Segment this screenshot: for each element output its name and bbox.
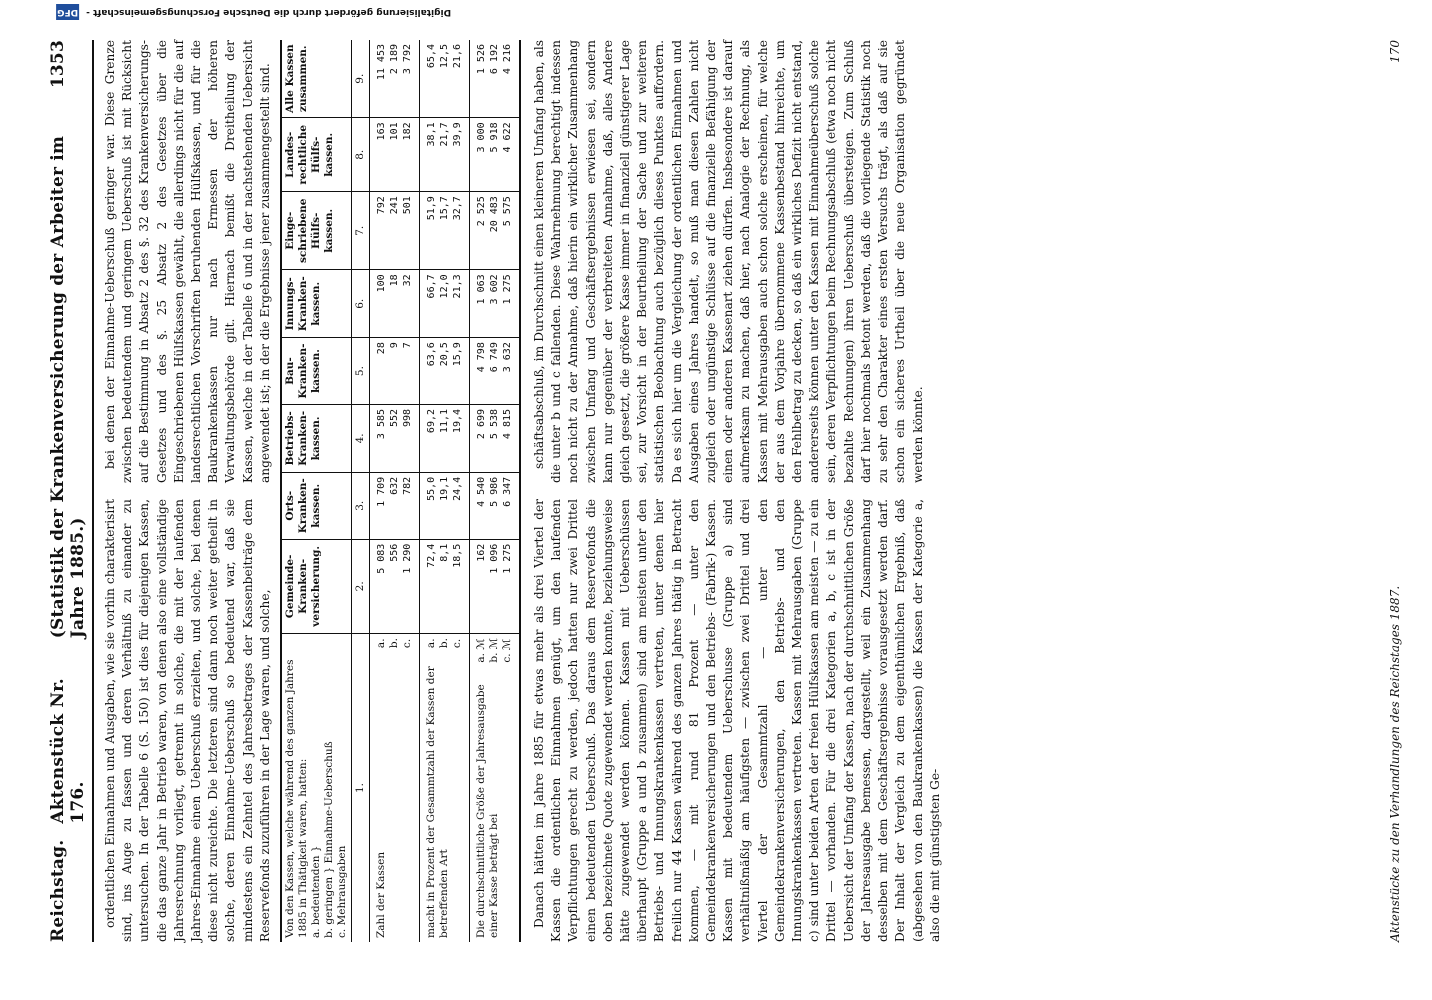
cell-value: 15,9 <box>452 342 464 367</box>
cell-value: 38,1 <box>426 122 438 147</box>
row-sub-label: c. <box>451 638 464 649</box>
col-number: 5. <box>352 338 370 405</box>
cell-value: 15,7 <box>439 196 451 221</box>
cell-value: 69,2 <box>426 408 438 434</box>
table-cell <box>470 539 521 633</box>
col-number: 1. <box>352 634 370 943</box>
cell-value: 552 <box>389 408 401 428</box>
cell-value: 4 216 <box>502 44 514 75</box>
cell-value: 998 <box>402 408 414 428</box>
intro-paragraph-2: bei denen der Einnahme-Ueberschuß geringer war. Diese Grenze zwischen bedeutendem und geringem Ueberschuß ist mit Rücksicht auf die Bestimmung in Absatz 2 des §. 32 des Krankenversicherungs-Gesetzes und des §. 25 Absatz 2 des Gesetzes über die Eingeschriebenen Hülfskassen gewählt, die allerdings nicht für die auf landesrechtlichen Vorschriften beruhenden Hülfskassen, und für die Baukrankenkassen nur nach Ermessen der höheren Verwaltungsbehörde gilt. Hiernach bemißt die Dreitheilung der Kassen, welche in der Tabelle 6 und in der nachstehenden Uebersicht angewendet ist; in der die Ergebnisse jener zusammengestellt sind. <box>103 40 272 483</box>
table-cell <box>370 338 420 405</box>
cell-value: 6 749 <box>489 342 501 373</box>
main-col-1 <box>531 499 944 942</box>
cell-value: 182 <box>402 122 414 141</box>
cell-value: 28 <box>376 342 388 355</box>
cell-value: 9 <box>389 342 401 349</box>
cell-value: 32 <box>402 274 414 287</box>
col-number: 7. <box>352 192 370 270</box>
col-header-5: Innungs-Kranken-kassen. <box>281 270 352 338</box>
cell-value: 21,3 <box>452 274 464 299</box>
col-number: 4. <box>352 404 370 472</box>
cell-value: 1 275 <box>502 274 514 305</box>
cell-value: 5 986 <box>489 476 501 507</box>
row-label <box>470 634 521 943</box>
intro-paragraph-1: ordentlichen Einnahmen und Ausgaben, wie sie vorhin charakterisirt sind, ins Auge zu fassen und deren Verhältniß zu einander zu untersuchen. In der Tabelle 6 (S. 150) ist dies für diejenigen Kassen, die das ganze Jahr in Betrieb waren, von denen also eine vollständige Jahresrechnung vorliegt, getrennt in solche, die mit der laufenden Jahres-Einnahme einen Ueberschuß erzielten, und solche, bei denen diese nicht zureichte. Die letzteren sind dann noch weiter getheilt in solche, deren Einnahme-Ueberschuß so bedeutend war, daß sie mindestens ein Zehntel des Jahresbetrages der Kassenbeiträge dem Reservefonds zuzuführen in der Lage waren, und solche, <box>103 499 272 942</box>
cell-value: 1 290 <box>402 543 414 574</box>
cell-value: 7 <box>402 342 414 349</box>
page-footer <box>1388 40 1402 942</box>
cell-value: 63,6 <box>426 342 438 367</box>
table-cell <box>370 472 420 539</box>
cell-value: 2 699 <box>476 408 488 440</box>
cell-value: 241 <box>389 196 401 215</box>
cell-value: 4 540 <box>476 476 488 507</box>
cell-value: 65,4 <box>426 44 438 69</box>
header-left <box>48 88 88 942</box>
cell-value: 72,4 <box>426 543 438 568</box>
row-label <box>370 634 420 943</box>
cell-value: 162 <box>476 543 488 562</box>
header-label-a: a. bedeutenden } <box>310 845 323 938</box>
cell-value: 8,1 <box>439 543 451 562</box>
table-cell <box>420 118 470 192</box>
table-cell <box>470 338 521 405</box>
table-cell <box>420 270 470 338</box>
cell-value: 101 <box>389 122 401 141</box>
cell-value: 3 585 <box>376 408 388 440</box>
cell-value: 19,1 <box>439 476 451 501</box>
table-cell <box>370 118 420 192</box>
table-row <box>420 40 470 942</box>
col-header-6: Einge-schriebene Hülfs-kassen. <box>281 192 352 270</box>
cell-value: 3 602 <box>489 274 501 305</box>
statistics-table <box>280 40 521 942</box>
cell-value: 792 <box>376 196 388 215</box>
col-header-4: Bau-Kranken-kassen. <box>281 338 352 405</box>
cell-value: 3 000 <box>476 122 488 153</box>
table-cell <box>420 472 470 539</box>
document-page <box>20 0 1410 1000</box>
row-sub-label: a. ℳ <box>475 638 488 663</box>
footer-source: Aktenstücke zu den Verhandlungen des Reichstages 1887. <box>1388 585 1402 942</box>
main-text <box>531 40 944 942</box>
row-label-text: Die durchschnittliche Größe der Jahresausgabe einer Kasse beträgt bei <box>475 684 501 938</box>
col-header-8: Alle Kassen zusammen. <box>281 40 352 118</box>
row-sub-label: b. ℳ <box>488 638 501 663</box>
col-header-2: Orts-Kranken-kassen. <box>281 472 352 539</box>
table-body <box>370 40 521 942</box>
table-cell <box>470 118 521 192</box>
cell-value: 632 <box>389 476 401 495</box>
cell-value: 39,9 <box>452 122 464 147</box>
cell-value: 51,9 <box>426 196 438 221</box>
dfg-logo: DFG <box>56 4 79 20</box>
table-row <box>470 40 521 942</box>
cell-value: 12,0 <box>439 274 451 299</box>
footer-page-number: 170 <box>1388 40 1402 63</box>
cell-value: 3 792 <box>402 44 414 75</box>
table-cell <box>370 404 420 472</box>
table-cell <box>370 192 420 270</box>
table-header-label <box>281 634 352 943</box>
cell-value: 5 918 <box>489 122 501 153</box>
row-sub-label: c. <box>401 638 414 649</box>
col-header-7: Landes-rechtliche Hülfs-kassen. <box>281 118 352 192</box>
cell-value: 11,1 <box>439 408 451 434</box>
cell-value: 4 798 <box>476 342 488 373</box>
header-label-c: c. Mehrausgaben <box>336 845 349 938</box>
col-number: 8. <box>352 118 370 192</box>
intro-text <box>102 40 274 942</box>
cell-value: 12,5 <box>439 44 451 69</box>
cell-value: 4 622 <box>502 122 514 153</box>
cell-value: 3 632 <box>502 342 514 373</box>
cell-value: 100 <box>376 274 388 293</box>
page-header <box>48 40 94 942</box>
header-title: (Statistik der Krankenversicherung der Arbeiter im Jahre 1885.) <box>48 135 88 639</box>
cell-value: 163 <box>376 122 388 141</box>
cell-value: 20,5 <box>439 342 451 367</box>
cell-value: 782 <box>402 476 414 495</box>
row-sub-labels <box>425 638 464 648</box>
col-number: 6. <box>352 270 370 338</box>
cell-value: 1 526 <box>476 44 488 75</box>
row-sub-label: b. <box>388 638 401 649</box>
table-cell <box>370 539 420 633</box>
table-cell <box>470 270 521 338</box>
row-sub-label: a. <box>425 638 438 649</box>
table-cell <box>370 40 420 118</box>
cell-value: 21,6 <box>452 44 464 69</box>
row-sub-labels <box>475 638 514 663</box>
header-reichstag: Reichstag. <box>48 839 68 942</box>
table-cell <box>420 338 470 405</box>
cell-value: 66,7 <box>426 274 438 299</box>
cell-value: 1 063 <box>476 274 488 305</box>
cell-value: 5 083 <box>376 543 388 574</box>
cell-value: 501 <box>402 196 414 215</box>
row-sub-label: a. <box>375 638 388 649</box>
col-number: 3. <box>352 472 370 539</box>
col-number: 2. <box>352 539 370 633</box>
table-row <box>370 40 420 942</box>
digitization-text: Digitalisierung gefördert durch die Deutsche Forschungsgemeinschaft - <box>86 7 452 17</box>
table-cell <box>420 40 470 118</box>
row-label-text: Zahl der Kassen <box>375 851 388 938</box>
cell-value: 20 483 <box>489 196 501 233</box>
table-cell <box>420 404 470 472</box>
cell-value: 556 <box>389 543 401 562</box>
col-header-3: Betriebs-Kranken-kassen. <box>281 404 352 472</box>
cell-value: 19,4 <box>452 408 464 434</box>
cell-value: 6 192 <box>489 44 501 75</box>
cell-value: 1 709 <box>376 476 388 507</box>
cell-value: 32,7 <box>452 196 464 221</box>
table-cell <box>420 192 470 270</box>
cell-value: 1 275 <box>502 543 514 574</box>
cell-value: 2 189 <box>389 44 401 75</box>
table-cell <box>470 472 521 539</box>
column-number-row <box>352 40 370 942</box>
cell-value: 5 575 <box>502 196 514 227</box>
table-cell <box>470 192 521 270</box>
row-sub-labels <box>375 638 414 648</box>
header-label-text: Von den Kassen, welche während des ganzen Jahres 1885 in Thätigkeit waren, hatten: <box>284 659 310 938</box>
table-cell <box>420 539 470 633</box>
intro-col-1 <box>102 499 274 942</box>
cell-value: 18 <box>389 274 401 287</box>
digitization-note <box>56 4 451 20</box>
page-number: 1353 <box>48 40 68 89</box>
col-number: 9. <box>352 40 370 118</box>
table-cell <box>370 270 420 338</box>
table-cell <box>470 40 521 118</box>
cell-value: 2 525 <box>476 196 488 227</box>
cell-value: 24,4 <box>452 476 464 501</box>
cell-value: 1 096 <box>489 543 501 574</box>
cell-value: 18,5 <box>452 543 464 568</box>
row-label-text: macht in Prozent der Gesammtzahl der Kassen der betreffenden Art <box>425 666 451 938</box>
row-sub-label: c. ℳ <box>501 638 514 663</box>
cell-value: 6 347 <box>502 476 514 507</box>
row-label <box>420 634 470 943</box>
col-header-1: Gemeinde-Kranken-versicherung. <box>281 539 352 633</box>
row-sub-label: b. <box>438 638 451 649</box>
main-paragraph-1: Danach hätten im Jahre 1885 für etwas mehr als drei Viertel der Kassen die ordentlichen Einnahmen genügt, um den laufenden Verpflichtungen gerecht zu werden, jedoch hatten nur zwei Drittel einen bedeutenden Ueberschuß. Das daraus dem Reservefonds die oben bezeichnete Quote zugewendet werden konnte, beziehungsweise hätte zugewendet werden können. Kassen mit Ueberschüssen überhaupt (Gruppe a und b zusammen) sind am meisten unter den Betriebs- und Innungskrankenkassen vertreten, unter denen hier freilich nur 44 Kassen während des ganzen Jahres thätig in Betracht kommen, — mit rund 81 Prozent — unter den Gemeindekrankenversicherungen und den Betriebs- (Fabrik-) Kassen. Kassen mit bedeutendem Ueberschusse (Gruppe a) sind verhältnißmäßig am häufigsten — zwischen zwei Drittel und drei Viertel der Gesammtzahl — unter den Gemeindekrankenversicherungen, den Betriebs- und den Innungskrankenkassen vertreten. Kassen mit Mehrausgaben (Gruppe c) sind unter beiden Arten der freien Hülfskassen am meisten — zu ein Drittel — vorhanden. Für die drei Kategorien a, b, c ist in der Uebersicht der Umfang der Kassen, nach der durchschnittlichen Größe der Jahresausgabe bemessen, dargestellt, weil ein Zusammenhang desselben mit dem Geschäftsergebnisse vorausgesetzt werden darf. Der Inhalt der Vergleich zu dem eigenthümlichen Ergebniß, daß (abgesehen von den Baukrankenkassen) die Kassen der Kategorie a, also die mit günstigsten Ge- <box>532 499 942 942</box>
cell-value: 11 453 <box>376 44 388 81</box>
cell-value: 55,0 <box>426 476 438 501</box>
cell-value: 21,7 <box>439 122 451 147</box>
table-header-row <box>281 40 352 942</box>
intro-col-2 <box>102 40 274 483</box>
cell-value: 5 538 <box>489 408 501 440</box>
header-label-b: b. geringen } Einnahme-Ueberschuß <box>323 741 336 938</box>
header-aktenstueck: Aktenstück Nr. 176. <box>48 678 88 824</box>
table-cell <box>470 404 521 472</box>
cell-value: 4 815 <box>502 408 514 440</box>
main-paragraph-2: schäftsabschluß, im Durchschnitt einen kleineren Umfang haben, als die unter b und c fallenden. Diese Wahrnehmung berechtigt indessen noch nicht zu der Annahme, daß hierin ein wirklicher Zusammenhang zwischen Umfang und Geschäftsergebnissen erwiesen sei, sondern kann nur gegenüber der verbreiteten Annahme, daß, alles Andere gleich gesetzt, die größere Kasse immer in finanziell günstigerer Lage sei, zur Vorsicht in der Beurtheilung der Sache und zur weiteren statistischen Beobachtung auch bezüglich dieses Punktes auffordern. Da es sich hier um die Vergleichung der ordentlichen Einnahmen und Ausgaben eines Jahres handelt, so muß man diesen Zahlen nicht zugleich oder ungünstige Schlüsse auf die finanzielle Befähigung der einen oder anderen Kassenart ziehen dürfen. Insbesondere ist darauf aufmerksam zu machen, daß hier, nach Analogie der Rechnung, als Kassen mit Mehrausgaben auch schon solche erscheinen, für welche der aus dem Vorjahre übernommene Kassenbestand hinreichte, um den Fehlbetrag zu decken, so daß ein wirkliches Defizit nicht entstand, andererseits können unter den Kassen mit Einnahmeüberschuß solche sein, deren Verpflichtungen beim Rechnungsabschluß (etwa noch nicht bezahlte Rechnungen) ihren Ueberschuß übersteigen. Zum Schluß darf hier nochmals betont werden, daß die vorliegende Statistik noch zu sehr den Charakter eines ersten Versuchs trägt, als daß auf sie schon ein sicheres Urtheil über die neue Organisation gegründet werden könnte. <box>532 40 925 483</box>
main-col-2 <box>531 40 944 483</box>
